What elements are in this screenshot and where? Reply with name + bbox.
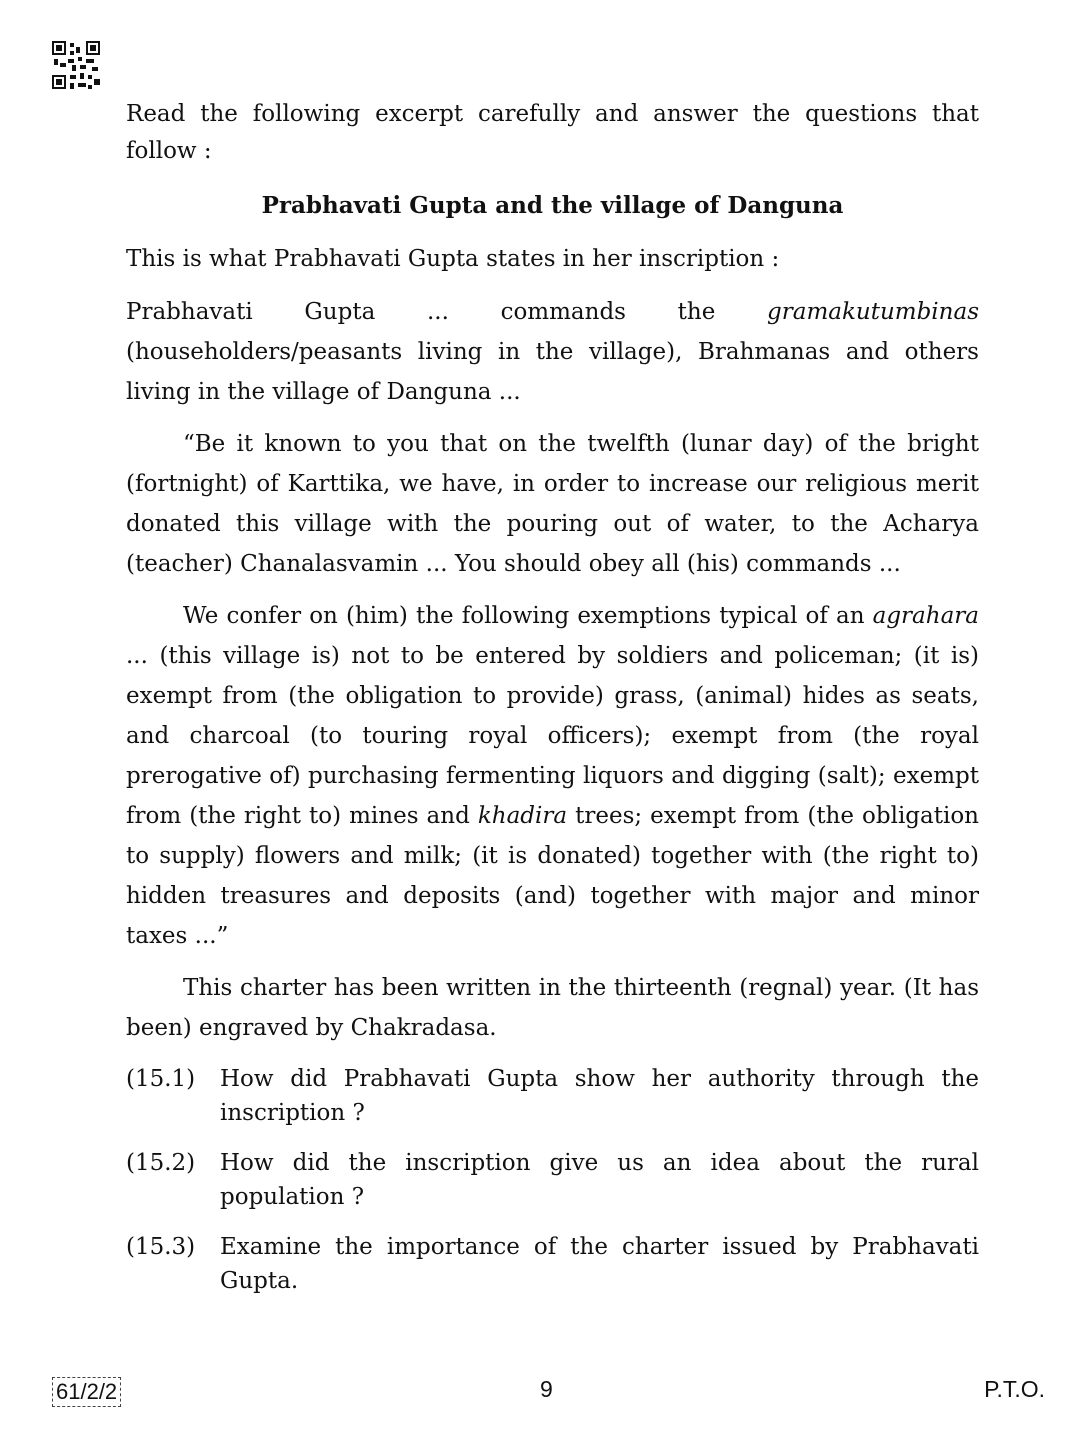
question-15-3 bbox=[126, 1230, 979, 1298]
paper-code: 61/2/2 bbox=[52, 1377, 121, 1407]
page-number: 9 bbox=[540, 1376, 553, 1402]
question-15-1 bbox=[126, 1062, 979, 1130]
pto-label: P.T.O. bbox=[984, 1376, 1045, 1402]
quote-paragraph-1: “Be it known to you that on the twelfth (lunar day) of the bright (fortnight) of Karttika, we have, in order to increase our religious merit donated this village with the pouring out of water, to the Acharya (teacher) Chanalasvamin ... You should obey all (his) commands ... bbox=[126, 431, 979, 577]
charter-paragraph: This charter has been written in the thirteenth (regnal) year. (It has been) engraved by Chakradasa. bbox=[126, 975, 979, 1041]
excerpt-body bbox=[126, 96, 979, 1298]
question-number: (15.3) bbox=[126, 1234, 196, 1260]
intro-line: This is what Prabhavati Gupta states in her inscription : bbox=[126, 246, 780, 272]
term-agrahara: agrahara bbox=[872, 603, 979, 629]
excerpt-title: Prabhavati Gupta and the village of Danguna bbox=[261, 192, 844, 219]
question-number: (15.2) bbox=[126, 1150, 196, 1176]
qr-code bbox=[52, 41, 100, 89]
term-gramakutumbinas: gramakutumbinas bbox=[767, 299, 979, 325]
question-text: How did Prabhavati Gupta show her authority through the inscription ? bbox=[220, 1066, 979, 1126]
question-text: Examine the importance of the charter issued by Prabhavati Gupta. bbox=[220, 1234, 979, 1294]
quote-paragraph-2: We confer on (him) the following exemptions typical of an agrahara ... (this village is) not to be entered by soldiers and policeman; (it is) exempt from (the obligation to provide) grass, (animal) hides as seats, and charcoal (to touring royal officers); exempt from (the royal prerogative of) purchasing fermenting liquors and digging (salt); exempt from (the right to) mines and khadira trees; exempt from (the obligation to supply) flowers and milk; (it is donated) together with (the right to) hidden treasures and deposits (and) together with major and minor taxes ...” bbox=[126, 603, 979, 949]
term-khadira: khadira bbox=[477, 803, 568, 829]
instruction: Read the following excerpt carefully and answer the questions that follow : bbox=[126, 101, 979, 164]
question-15-2 bbox=[126, 1146, 979, 1214]
question-text: How did the inscription give us an idea about the rural population ? bbox=[220, 1150, 979, 1210]
question-number: (15.1) bbox=[126, 1066, 196, 1092]
command-paragraph: Prabhavati Gupta ... commands the gramakutumbinas (householders/peasants living in the village), Brahmanas and others living in the village of Danguna ... bbox=[126, 299, 979, 405]
